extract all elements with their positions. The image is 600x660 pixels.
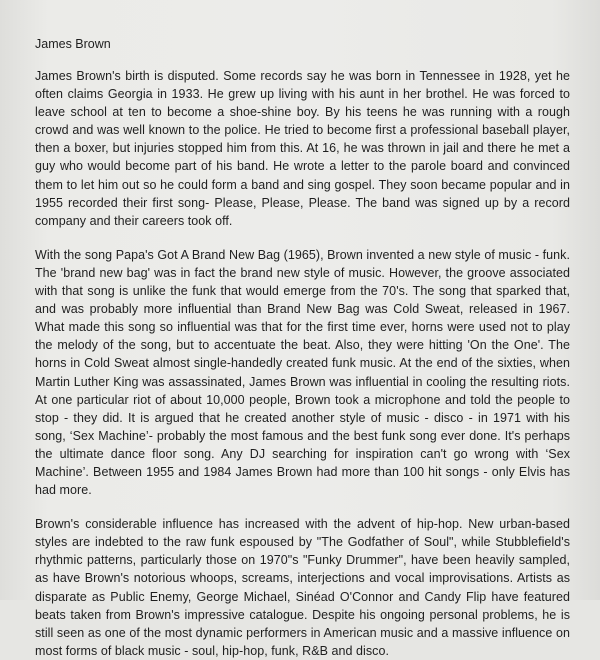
paragraph-early-life: James Brown's birth is disputed. Some records say he was born in Tennessee in 1928, yet he often claims Georgia in 1933. He grew up living with his aunt in her brothel. He was forced to leave school at ten to become a shoe-shine boy. By his teens he was running with a rough crowd and was well known to the police. He tried to become first a professional baseball player, then a boxer, but injuries stopped him from this. At 16, he was thrown in jail and there he met a guy who would become part of his band. He wrote a letter to the parole board and convinced them to let him out so he could form a band and sing gospel. They soon became popular and in 1955 recorded their first song- Please, Please, Please. The band was signed up by a record company and their careers took off. xyxy=(35,69,570,228)
paragraph-funk-invention: With the song Papa's Got A Brand New Bag (1965), Brown invented a new style of music - funk. The 'brand new bag' was in fact the brand new style of music. However, the groove associated with that song is unlike the funk that would emerge from the 70's. The song that sparked that, and was probably more influential than Brand New Bag was Cold Sweat, released in 1967. What made this song so influential was that for the first time ever, horns were used not to play the melody of the song, but to accentuate the beat. Also, they were hitting 'On the One'. The horns in Cold Sweat almost single-handedly created funk music. At the end of the sixties, when Martin Luther King was assassinated, James Brown was influential in cooling the resulting riots. At one particular riot of about 10,000 people, Brown took a microphone and told the people to stop - they did. It is argued that he created another style of music - disco - in 1971 with his song, ‘Sex Machine’- probably the most famous and the best funk song ever done. It's perhaps the ultimate dance floor song. Any DJ searching for inspiration can't go wrong with ‘Sex Machine’. Between 1955 and 1984 James Brown had more than 100 hit songs - only Elvis has had more. xyxy=(35,247,570,498)
paragraph-hip-hop-influence: Brown's considerable influence has increased with the advent of hip-hop. New urban-based styles are indebted to the raw funk espoused by "The Godfather of Soul", while Stubblefield's rhythmic patterns, particularly those on 1970"s "Funky Drummer", have been heavily sampled, as have Brown's notorious whoops, screams, interjections and vocal improvisations. Artists as disparate as Public Enemy, George Michael, Sinéad O'Connor and Candy Flip have featured beats taken from Brown's impressive catalogue. Despite his ongoing personal problems, he is still seen as one of the most dynamic performers in American music and a massive influence on most forms of black music - soul, hip-hop, funk, R&B and disco. xyxy=(35,517,570,658)
page-title: James Brown xyxy=(35,37,111,51)
